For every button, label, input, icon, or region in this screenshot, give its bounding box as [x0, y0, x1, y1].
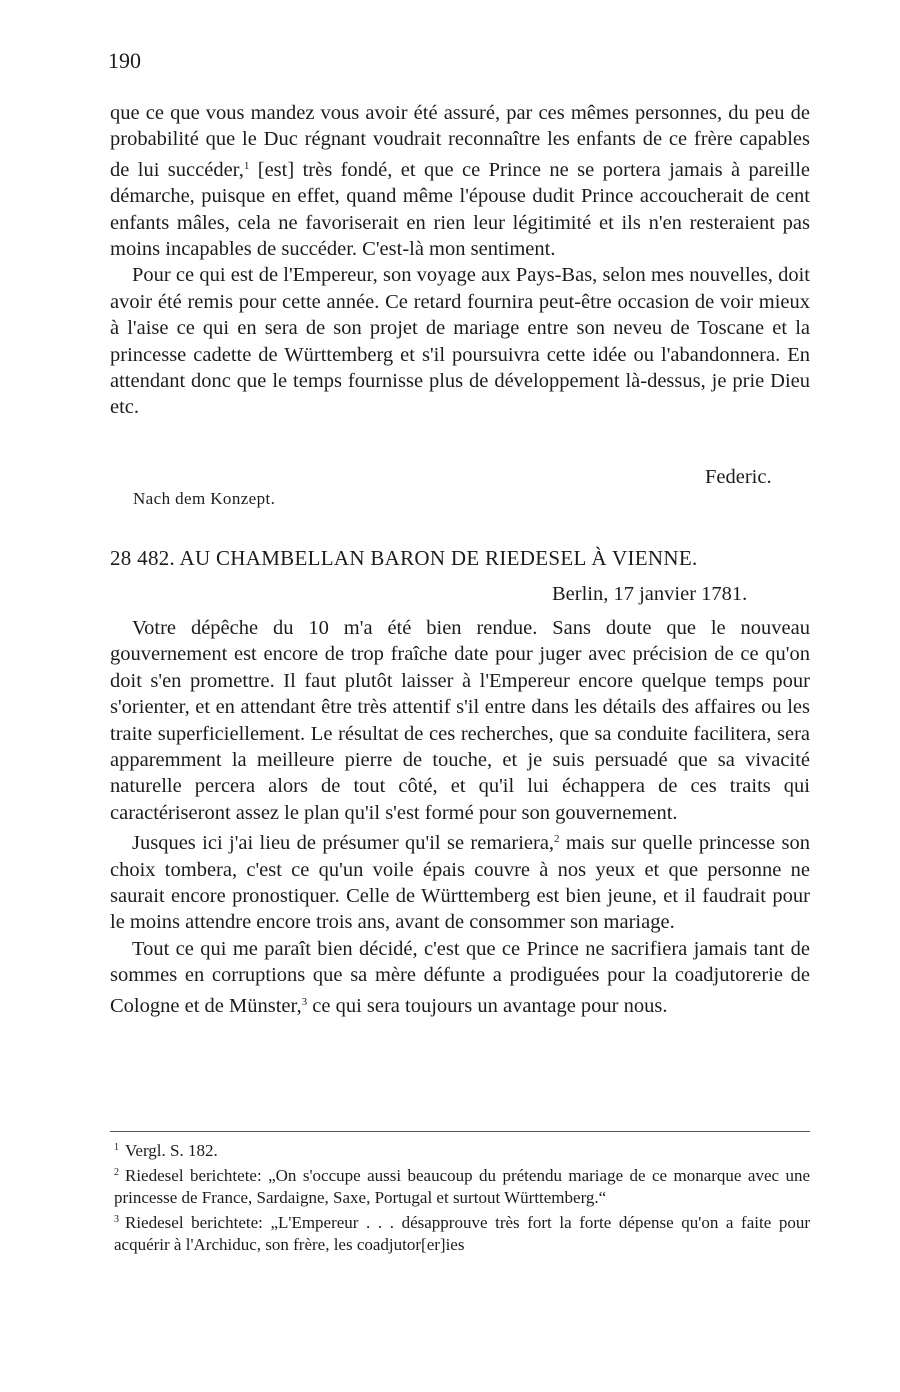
footnote-reference-3: 3: [301, 995, 308, 1008]
footnote-1: [114, 1137, 810, 1162]
letter-heading: 28 482. AU CHAMBELLAN BARON DE RIEDESEL À VIENNE.: [110, 546, 698, 570]
footnotes: [114, 1137, 810, 1256]
footnote-text: Vergl. S. 182.: [125, 1141, 218, 1160]
paragraph-text-rest: [est] très fondé, et que ce Prince ne se portera jamais à pareille démarche, puisque en effet, quand même l'épouse dudit Prince accoucherait de cent enfants mâles, cela ne favoriserait en rien leur légitimité et ils n'en resteraient pas moins incapables de succéder. C'est-là mon sentiment.: [110, 158, 810, 261]
continuation-paragraph-1: [110, 100, 810, 262]
footnote-mark: 2: [114, 1167, 119, 1178]
footnote-mark: 1: [114, 1142, 119, 1153]
footnote-mark: 3: [114, 1214, 119, 1225]
letter-paragraph-1: Votre dépêche du 10 m'a été bien rendue. Sans doute que le nouveau gouvernement est encore de trop fraîche date pour juger avec précision de ce qu'on doit s'en promettre. Il faut plutôt laisser à l'Empereur encore quelque temps pour s'orienter, et en attendant être très attentif s'il entre dans les détails des affaires ou les traite superficiellement. Le résultat de ces recherches, que sa conduite facilitera, sera apparemment la meilleure pierre de touche, et je suis persuadé que sa vivacité naturelle percera alors de tout côté, et qu'il lui échappera de ces traits qui caractériseront assez le plan qu'il s'est formé pour son gouvernement.: [110, 617, 810, 824]
paragraph-text: Jusques ici j'ai lieu de présumer qu'il se remariera,: [132, 832, 555, 855]
letter-body: [110, 615, 810, 1019]
footnote-reference-1: 1: [243, 159, 250, 172]
paragraph-text: Tout ce qui me paraît bien décidé, c'est que ce Prince ne sacrifiera jamais tant de sommes en corruptions que sa mère défunte a prodiguées pour la coadjutorerie de Cologne et de Münster,: [110, 937, 810, 1017]
dateline: Berlin, 17 janvier 1781.: [552, 583, 748, 605]
continuation-text: [110, 100, 810, 421]
footnote-reference-2: 2: [554, 833, 560, 846]
signature: Federic.: [705, 466, 772, 488]
footnote-text: Riedesel berichtete: „On s'occupe aussi beaucoup du prétendu mariage de ce monarque avec une princesse de France, Sardaigne, Saxe, Portugal et surtout Württemberg.“: [114, 1166, 810, 1207]
paragraph-text-rest: mais sur quelle princesse son choix tombera, c'est ce qu'un voile épais couvre à nos yeux et que personne ne saurait encore pronostiquer. Celle de Württemberg est bien jeune, et il faudrait pour le moins attendre encore trois ans, avant de consommer son mariage.: [110, 832, 810, 934]
footnote-2: [114, 1162, 810, 1209]
source-note: Nach dem Konzept.: [133, 489, 276, 508]
footnote-3: [114, 1209, 810, 1256]
continuation-paragraph-2: Pour ce qui est de l'Empereur, son voyage aux Pays-Bas, selon mes nouvelles, doit avoir été remis pour cette année. Ce retard fournira peut-être occasion de voir mieux à l'aise ce qui en sera de son projet de mariage entre son neveu de Toscane et la princesse cadette de Württemberg et s'il poursuivra cette idée ou l'abandonnera. En attendant donc que le temps fournisse plus de développement là-dessus, je prie Dieu etc.: [110, 264, 810, 419]
letter-paragraph-3: [110, 936, 810, 1019]
paragraph-text-rest: ce qui sera toujours un avantage pour nous.: [307, 994, 668, 1017]
footnote-divider: [110, 1131, 810, 1132]
paragraph-text: que ce que vous mandez vous avoir été assuré, par ces mêmes personnes, du peu de probabilité que le Duc régnant voudrait reconnaître les enfants de ce frère capables de lui succéder,: [110, 102, 810, 181]
footnote-text: Riedesel berichtete: „L'Empereur . . . désapprouve très fort la forte dépense qu'on a faite pour acquérir à l'Archiduc, son frère, les coadjutor[er]ies: [114, 1213, 810, 1254]
letter-paragraph-2: [110, 826, 810, 936]
page-number: 190: [108, 48, 141, 73]
